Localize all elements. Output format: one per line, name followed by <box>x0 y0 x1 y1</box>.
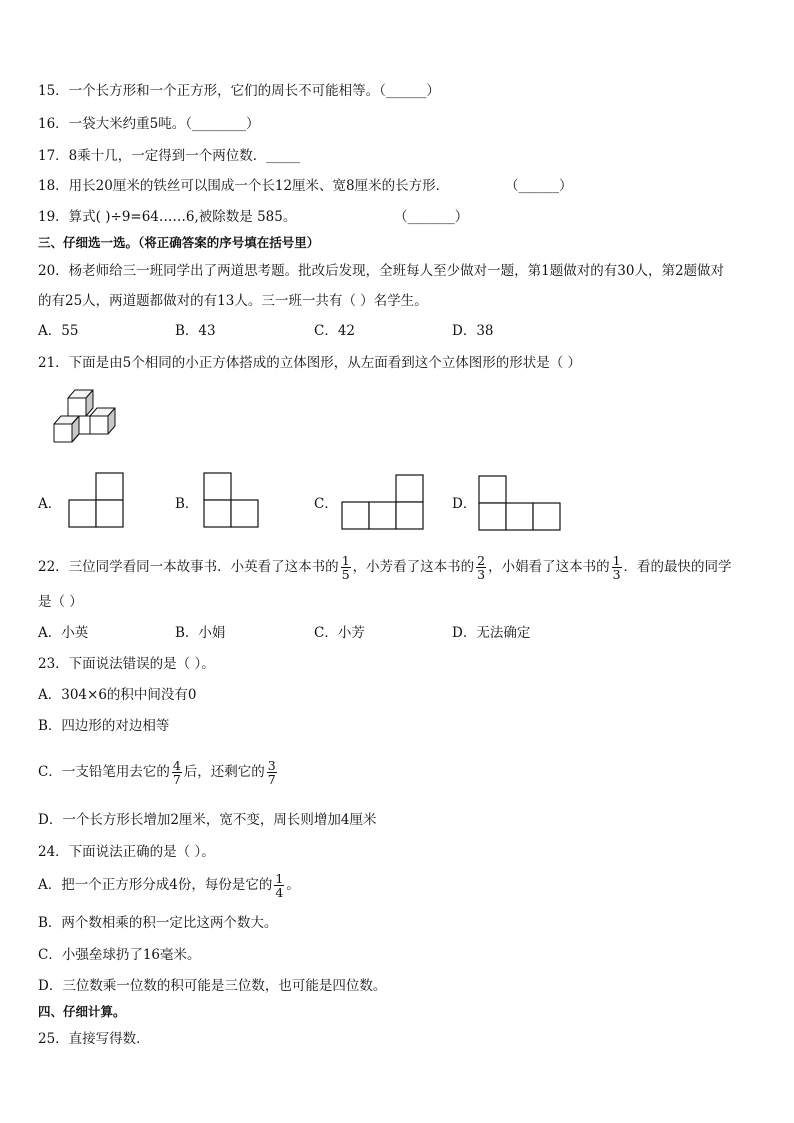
q23-c-text-b: 后，还剩它的 <box>183 764 265 780</box>
q22-text-d: ．看的最快的同学 <box>623 559 732 575</box>
q20-option-c: C．42 <box>314 323 356 339</box>
question-19-answer-blank: （_______） <box>394 209 469 225</box>
q22-text-c: ，小娟看了这本书的 <box>488 559 610 575</box>
cube-stack-figure <box>52 384 127 456</box>
q24-option-d: D．三位数乘一位数的积可能是三位数，也可能是四位数。 <box>38 978 387 994</box>
q24-option-c: C．小强垒球扔了16毫米。 <box>38 947 201 963</box>
q24-option-a <box>38 870 300 900</box>
q23-c-fraction-1-numerator: 4 <box>172 758 181 773</box>
question-18: 18．用长20厘米的铁丝可以围成一个长12厘米、宽8厘米的长方形． <box>38 178 450 194</box>
q23-c-fraction-1-denominator: 7 <box>172 772 181 787</box>
question-22-line-1 <box>38 552 732 582</box>
q21-option-a-figure <box>68 472 124 528</box>
q21-option-a: A． <box>38 496 62 512</box>
q23-c-fraction-2 <box>267 759 277 786</box>
q23-c-fraction-2-numerator: 3 <box>267 758 276 773</box>
q22-fraction-2-denominator: 3 <box>477 567 486 582</box>
q22-text-b: ，小芳看了这本书的 <box>352 559 475 575</box>
section-4-heading: 四、仔细计算。 <box>38 1004 126 1019</box>
q21-option-d-figure <box>478 475 561 531</box>
q23-option-b: B．四边形的对边相等 <box>38 718 170 734</box>
section-3-heading: 三、仔细选一选。（将正确答案的序号填在括号里） <box>38 235 320 250</box>
q20-option-a: A．55 <box>38 323 79 339</box>
question-18-answer-blank: （______） <box>505 178 573 194</box>
q20-option-b: B．43 <box>175 323 216 339</box>
q21-option-b-figure <box>203 472 259 528</box>
q24-option-b: B．两个数相乘的积一定比这两个数大。 <box>38 915 278 931</box>
q22-option-b: B．小娟 <box>175 625 226 641</box>
q23-c-fraction-1 <box>172 759 182 786</box>
q20-option-d: D．38 <box>452 323 494 339</box>
question-21: 21．下面是由5个相同的小正方体搭成的立体图形，从左面看到这个立体图形的形状是（ ） <box>38 355 582 371</box>
q22-option-d: D．无法确定 <box>452 625 531 641</box>
q22-fraction-1-numerator: 1 <box>341 553 350 568</box>
q23-option-c <box>38 757 279 787</box>
question-15: 15．一个长方形和一个正方形，它们的周长不可能相等。（______） <box>38 83 440 99</box>
question-20-line-1: 20．杨老师给三一班同学出了两道思考题。批改后发现，全班每人至少做对一题，第1题做对的有30人，第2题做对 <box>38 263 725 279</box>
question-20-line-2: 的有25人，两道题都做对的有13人。三一班一共有（ ）名学生。 <box>38 293 428 309</box>
q22-fraction-2 <box>476 554 486 581</box>
q23-c-text-a: C．一支铅笔用去它的 <box>38 764 170 780</box>
q22-option-a: A．小英 <box>38 625 89 641</box>
q21-option-b: B． <box>175 496 199 512</box>
q21-option-c-figure <box>341 474 424 530</box>
q24-a-fraction-numerator: 1 <box>275 871 284 886</box>
q24-a-text-a: A．把一个正方形分成4份，每份是它的 <box>38 877 273 893</box>
q24-a-text-b: 。 <box>286 877 300 893</box>
q22-option-c: C．小芳 <box>314 625 365 641</box>
question-22-line-2: 是（ ） <box>38 594 83 610</box>
q22-fraction-1-denominator: 5 <box>341 567 350 582</box>
q21-option-c: C． <box>314 496 338 512</box>
q23-option-a: A．304×6的积中间没有0 <box>38 687 197 703</box>
q22-fraction-3 <box>612 554 622 581</box>
q24-a-fraction <box>274 872 284 899</box>
q22-text-a: 22．三位同学看同一本故事书．小英看了这本书的 <box>38 559 339 575</box>
question-23: 23．下面说法错误的是（ ）。 <box>38 656 215 672</box>
q24-a-fraction-denominator: 4 <box>275 885 284 900</box>
q22-fraction-2-numerator: 2 <box>477 553 486 568</box>
q23-c-fraction-2-denominator: 7 <box>267 772 276 787</box>
question-19: 19．算式( )÷9=64……6,被除数是 585。 <box>38 209 297 225</box>
question-17: 17．8乘十几，一定得到一个两位数．_____ <box>38 148 301 164</box>
question-24: 24．下面说法正确的是（ ）。 <box>38 844 215 860</box>
question-25: 25．直接写得数． <box>38 1031 150 1047</box>
q22-fraction-1 <box>341 554 351 581</box>
question-16: 16．一袋大米约重5吨。（________） <box>38 116 260 132</box>
q22-fraction-3-numerator: 1 <box>612 553 621 568</box>
q21-option-d: D． <box>452 496 477 512</box>
q23-option-d: D．一个长方形长增加2厘米，宽不变，周长则增加4厘米 <box>38 812 377 828</box>
q22-fraction-3-denominator: 3 <box>612 567 621 582</box>
